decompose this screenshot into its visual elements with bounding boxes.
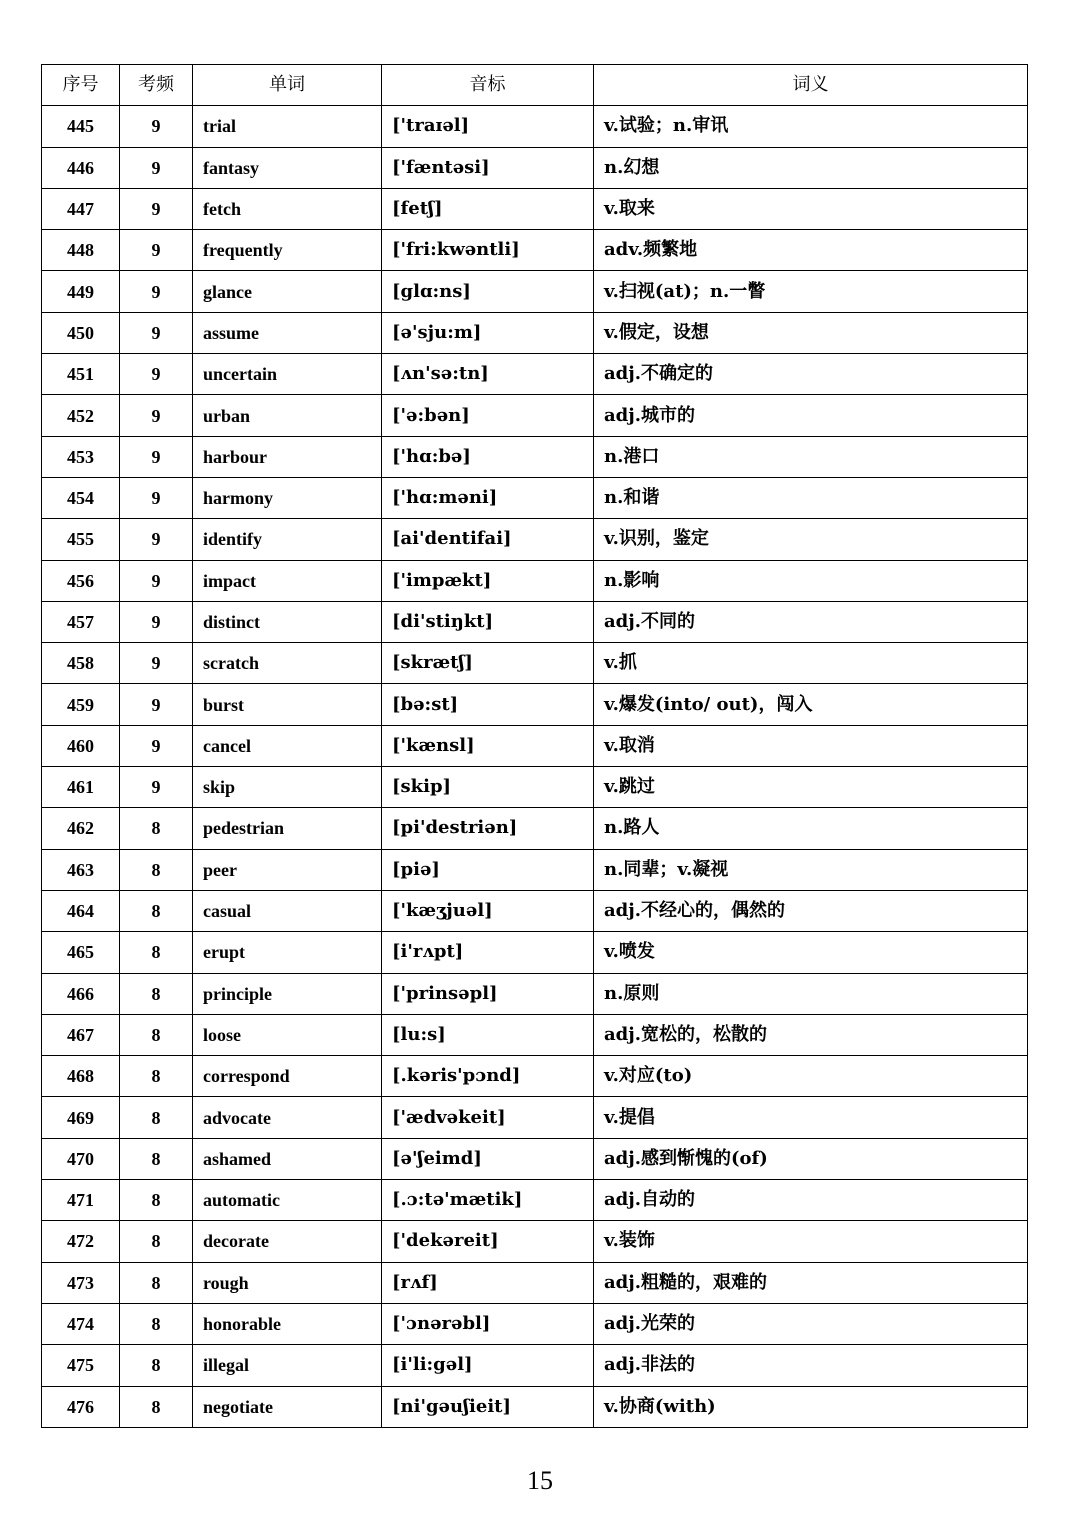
cell-frequency: 9 [120,767,193,808]
cell-meaning: v.取消 [594,725,1028,766]
cell-meaning: v.协商(with) [594,1386,1028,1427]
cell-number: 468 [42,1056,120,1097]
cell-number: 473 [42,1262,120,1303]
cell-phonetic: ['hɑ:bə] [382,436,594,477]
cell-number: 469 [42,1097,120,1138]
cell-phonetic: ['kæʒjuəl] [382,890,594,931]
cell-word: pedestrian [193,808,382,849]
table-row [42,1345,1028,1386]
header-word: 单词 [193,65,382,106]
cell-frequency: 9 [120,519,193,560]
table-row [42,1097,1028,1138]
cell-phonetic: [ʌn'sə:tn] [382,354,594,395]
cell-number: 461 [42,767,120,808]
cell-word: negotiate [193,1386,382,1427]
cell-phonetic: [ni'gəuʃieit] [382,1386,594,1427]
cell-phonetic: [skrætʃ] [382,643,594,684]
cell-word: correspond [193,1056,382,1097]
cell-meaning: adj.感到惭愧的(of) [594,1138,1028,1179]
table-row [42,849,1028,890]
cell-meaning: v.假定，设想 [594,312,1028,353]
cell-meaning: v.装饰 [594,1221,1028,1262]
cell-meaning: adj.不同的 [594,601,1028,642]
cell-phonetic: ['dekəreit] [382,1221,594,1262]
cell-frequency: 8 [120,1303,193,1344]
cell-meaning: v.试验；n.审讯 [594,106,1028,147]
cell-meaning: n.同辈；v.凝视 [594,849,1028,890]
cell-word: illegal [193,1345,382,1386]
table-row [42,1180,1028,1221]
cell-word: identify [193,519,382,560]
cell-word: uncertain [193,354,382,395]
table-row [42,890,1028,931]
table-row [42,1386,1028,1427]
table-row [42,767,1028,808]
cell-meaning: adj.宽松的，松散的 [594,1014,1028,1055]
cell-word: trial [193,106,382,147]
cell-frequency: 9 [120,106,193,147]
cell-meaning: adj.不经心的，偶然的 [594,890,1028,931]
cell-phonetic: ['prinsəpl] [382,973,594,1014]
cell-number: 467 [42,1014,120,1055]
cell-number: 447 [42,188,120,229]
table-row [42,973,1028,1014]
cell-meaning: n.原则 [594,973,1028,1014]
table-row [42,1014,1028,1055]
cell-meaning: adv.频繁地 [594,230,1028,271]
table-row [42,808,1028,849]
cell-number: 450 [42,312,120,353]
cell-phonetic: [di'stiŋkt] [382,601,594,642]
cell-number: 471 [42,1180,120,1221]
cell-number: 459 [42,684,120,725]
cell-frequency: 8 [120,808,193,849]
table-row [42,725,1028,766]
cell-meaning: v.识别，鉴定 [594,519,1028,560]
cell-number: 448 [42,230,120,271]
cell-word: honorable [193,1303,382,1344]
cell-phonetic: ['ɔnərəbl] [382,1303,594,1344]
cell-meaning: v.爆发(into/ out)，闯入 [594,684,1028,725]
cell-phonetic: [ai'dentifai] [382,519,594,560]
cell-number: 462 [42,808,120,849]
cell-phonetic: ['fæntəsi] [382,147,594,188]
cell-meaning: adj.城市的 [594,395,1028,436]
cell-meaning: v.取来 [594,188,1028,229]
table-row [42,560,1028,601]
cell-word: principle [193,973,382,1014]
cell-phonetic: ['hɑ:məni] [382,477,594,518]
page-number: 15 [527,1466,553,1495]
cell-frequency: 9 [120,643,193,684]
cell-word: decorate [193,1221,382,1262]
cell-phonetic: [.kəris'pɔnd] [382,1056,594,1097]
cell-frequency: 9 [120,271,193,312]
cell-word: harmony [193,477,382,518]
cell-word: skip [193,767,382,808]
cell-phonetic: ['ædvəkeit] [382,1097,594,1138]
cell-meaning: n.港口 [594,436,1028,477]
table-row [42,354,1028,395]
cell-number: 446 [42,147,120,188]
cell-word: distinct [193,601,382,642]
table-row [42,312,1028,353]
table-row [42,271,1028,312]
cell-phonetic: ['traɪəl] [382,106,594,147]
cell-meaning: adj.自动的 [594,1180,1028,1221]
cell-phonetic: [rʌf] [382,1262,594,1303]
cell-phonetic: [piə] [382,849,594,890]
cell-phonetic: [i'rʌpt] [382,932,594,973]
cell-frequency: 8 [120,1180,193,1221]
cell-number: 464 [42,890,120,931]
cell-frequency: 9 [120,477,193,518]
cell-phonetic: [skip] [382,767,594,808]
cell-meaning: v.抓 [594,643,1028,684]
cell-number: 449 [42,271,120,312]
cell-meaning: adj.不确定的 [594,354,1028,395]
cell-frequency: 9 [120,436,193,477]
cell-meaning: v.跳过 [594,767,1028,808]
cell-meaning: adj.非法的 [594,1345,1028,1386]
cell-number: 455 [42,519,120,560]
cell-phonetic: [lu:s] [382,1014,594,1055]
table-row [42,684,1028,725]
cell-meaning: adj.光荣的 [594,1303,1028,1344]
table-row [42,1221,1028,1262]
cell-word: urban [193,395,382,436]
cell-phonetic: [fetʃ] [382,188,594,229]
cell-number: 454 [42,477,120,518]
cell-word: rough [193,1262,382,1303]
table-row [42,147,1028,188]
cell-word: cancel [193,725,382,766]
cell-meaning: adj.粗糙的，艰难的 [594,1262,1028,1303]
cell-number: 474 [42,1303,120,1344]
cell-phonetic: [glɑ:ns] [382,271,594,312]
cell-phonetic: [bə:st] [382,684,594,725]
cell-frequency: 8 [120,849,193,890]
cell-phonetic: [ə'ʃeimd] [382,1138,594,1179]
header-number: 序号 [42,65,120,106]
table-row [42,1262,1028,1303]
table-row [42,601,1028,642]
cell-number: 445 [42,106,120,147]
cell-meaning: v.喷发 [594,932,1028,973]
table-body [42,106,1028,1428]
cell-meaning: n.幻想 [594,147,1028,188]
header-phonetic: 音标 [382,65,594,106]
cell-frequency: 9 [120,230,193,271]
cell-meaning: n.和谐 [594,477,1028,518]
cell-word: fetch [193,188,382,229]
cell-phonetic: ['kænsl] [382,725,594,766]
cell-frequency: 9 [120,395,193,436]
cell-frequency: 8 [120,1097,193,1138]
cell-frequency: 8 [120,973,193,1014]
cell-number: 456 [42,560,120,601]
cell-number: 451 [42,354,120,395]
cell-word: burst [193,684,382,725]
cell-phonetic: [i'li:gəl] [382,1345,594,1386]
cell-frequency: 8 [120,1262,193,1303]
cell-meaning: v.对应(to) [594,1056,1028,1097]
cell-phonetic: ['impækt] [382,560,594,601]
table-row [42,395,1028,436]
cell-phonetic: ['fri:kwəntli] [382,230,594,271]
cell-number: 463 [42,849,120,890]
cell-frequency: 9 [120,725,193,766]
cell-number: 452 [42,395,120,436]
cell-frequency: 8 [120,1221,193,1262]
cell-number: 466 [42,973,120,1014]
cell-phonetic: [pi'destriən] [382,808,594,849]
table-row [42,230,1028,271]
cell-meaning: n.影响 [594,560,1028,601]
cell-meaning: v.扫视(at)；n.一瞥 [594,271,1028,312]
table-row [42,932,1028,973]
cell-frequency: 8 [120,1386,193,1427]
cell-meaning: v.提倡 [594,1097,1028,1138]
cell-frequency: 9 [120,147,193,188]
cell-word: ashamed [193,1138,382,1179]
cell-frequency: 8 [120,1345,193,1386]
cell-word: glance [193,271,382,312]
cell-frequency: 8 [120,1056,193,1097]
header-frequency: 考频 [120,65,193,106]
cell-word: harbour [193,436,382,477]
cell-frequency: 9 [120,354,193,395]
cell-frequency: 9 [120,601,193,642]
cell-frequency: 8 [120,932,193,973]
table-row [42,188,1028,229]
cell-number: 475 [42,1345,120,1386]
cell-number: 460 [42,725,120,766]
table-row [42,1303,1028,1344]
cell-phonetic: ['ə:bən] [382,395,594,436]
cell-frequency: 9 [120,188,193,229]
table-row [42,519,1028,560]
cell-frequency: 8 [120,1138,193,1179]
table-row [42,1056,1028,1097]
header-meaning: 词义 [594,65,1028,106]
table-row [42,106,1028,147]
cell-word: scratch [193,643,382,684]
cell-frequency: 8 [120,1014,193,1055]
cell-word: erupt [193,932,382,973]
cell-number: 465 [42,932,120,973]
cell-number: 457 [42,601,120,642]
cell-number: 472 [42,1221,120,1262]
cell-number: 458 [42,643,120,684]
cell-word: automatic [193,1180,382,1221]
cell-frequency: 9 [120,560,193,601]
cell-phonetic: [ə'sju:m] [382,312,594,353]
table-header-row [42,65,1028,106]
cell-word: loose [193,1014,382,1055]
cell-word: fantasy [193,147,382,188]
cell-number: 453 [42,436,120,477]
cell-frequency: 9 [120,312,193,353]
vocabulary-table [41,64,1028,1428]
cell-word: assume [193,312,382,353]
cell-frequency: 9 [120,684,193,725]
cell-phonetic: [.ɔ:tə'mætik] [382,1180,594,1221]
cell-meaning: n.路人 [594,808,1028,849]
cell-word: advocate [193,1097,382,1138]
cell-word: impact [193,560,382,601]
cell-word: frequently [193,230,382,271]
cell-number: 470 [42,1138,120,1179]
cell-word: casual [193,890,382,931]
cell-word: peer [193,849,382,890]
cell-number: 476 [42,1386,120,1427]
table-row [42,477,1028,518]
cell-frequency: 8 [120,890,193,931]
table-row [42,643,1028,684]
table-row [42,1138,1028,1179]
table-row [42,436,1028,477]
